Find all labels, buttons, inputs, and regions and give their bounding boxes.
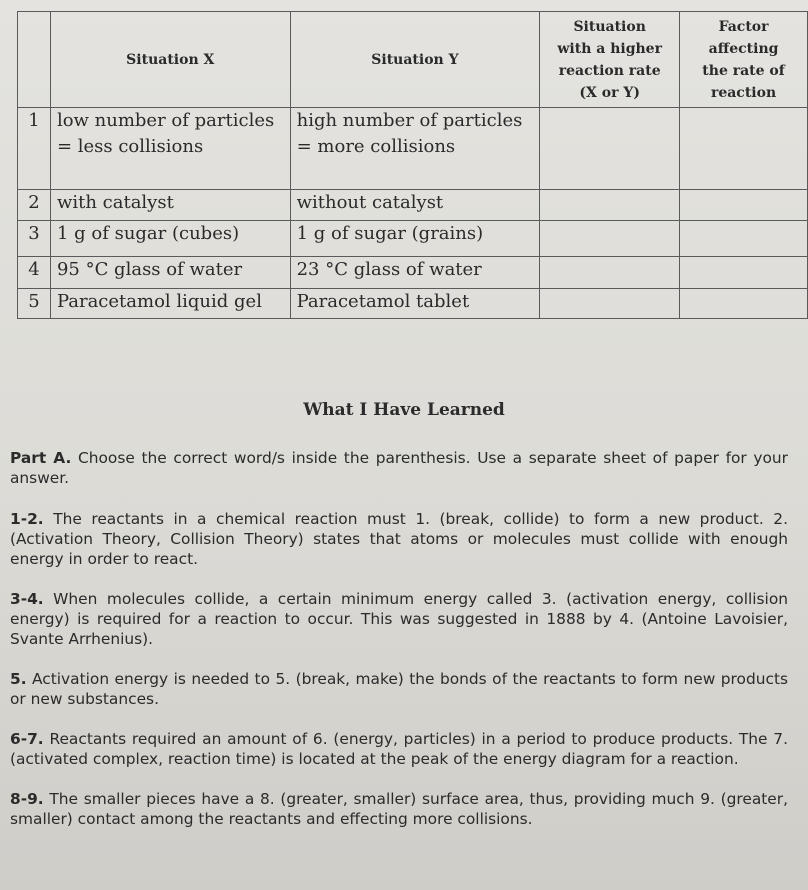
question-item <box>10 589 788 649</box>
situation-y-cell: high number of particles = more collisions <box>290 108 540 190</box>
table-row <box>18 289 808 319</box>
header-factor-line: affecting <box>708 40 779 57</box>
header-factor <box>680 12 808 108</box>
question-text: The reactants in a chemical reaction must 1. (break, collide) to form a new product. 2. (Activation Theory, Collision Theory) states that atoms or molecules must collide with enough energy in order to react. <box>10 510 788 568</box>
header-higher-rate-line: (X or Y) <box>579 84 640 101</box>
answer-cell[interactable] <box>540 257 680 289</box>
situation-x-cell: Paracetamol liquid gel <box>50 289 290 319</box>
factor-cell[interactable] <box>680 289 808 319</box>
situation-y-cell: 23 °C glass of water <box>290 257 540 289</box>
table-row <box>18 108 808 190</box>
answer-cell[interactable] <box>540 289 680 319</box>
header-higher-rate-line: Situation <box>573 18 646 35</box>
situation-y-cell: Paracetamol tablet <box>290 289 540 319</box>
row-number: 3 <box>18 221 51 257</box>
header-factor-line: the rate of <box>702 62 785 79</box>
question-label: 8-9. <box>10 790 44 808</box>
question-label: 3-4. <box>10 590 44 608</box>
situation-x-cell: 1 g of sugar (cubes) <box>50 221 290 257</box>
situation-y-cell: without catalyst <box>290 190 540 221</box>
section-title: What I Have Learned <box>303 400 505 420</box>
question-label: 1-2. <box>10 510 44 528</box>
factor-cell[interactable] <box>680 221 808 257</box>
question-text: Reactants required an amount of 6. (energy, particles) in a period to produce products. The 7. (activated complex, reaction time) is located at the peak of the energy diagram for a reaction. <box>10 730 788 768</box>
row-number: 5 <box>18 289 51 319</box>
factor-cell[interactable] <box>680 108 808 190</box>
question-item <box>10 729 788 769</box>
row-number: 4 <box>18 257 51 289</box>
question-item <box>10 789 788 829</box>
question-label: 6-7. <box>10 730 44 748</box>
row-number: 1 <box>18 108 51 190</box>
header-factor-line: reaction <box>710 84 777 101</box>
header-number <box>18 12 51 108</box>
header-higher-rate <box>540 12 680 108</box>
reaction-rate-table <box>17 11 808 319</box>
header-factor-line: Factor <box>718 18 769 35</box>
situation-x-cell: with catalyst <box>50 190 290 221</box>
part-a-label: Part A. <box>10 449 72 467</box>
table-row <box>18 190 808 221</box>
situation-x-cell: 95 °C glass of water <box>50 257 290 289</box>
answer-cell[interactable] <box>540 221 680 257</box>
factor-cell[interactable] <box>680 257 808 289</box>
header-higher-rate-line: reaction rate <box>558 62 661 79</box>
question-text: The smaller pieces have a 8. (greater, smaller) surface area, thus, providing much 9. (greater, smaller) contact among the reactants and effecting more collisions. <box>10 790 788 828</box>
header-situation-y: Situation Y <box>290 12 540 108</box>
header-situation-x: Situation X <box>50 12 290 108</box>
part-a-text: Choose the correct word/s inside the parenthesis. Use a separate sheet of paper for your answer. <box>10 449 788 487</box>
table-row <box>18 257 808 289</box>
answer-cell[interactable] <box>540 108 680 190</box>
part-a-instructions <box>10 448 788 488</box>
situation-x-cell: low number of particles = less collisions <box>50 108 290 190</box>
table-header-row <box>18 12 808 108</box>
header-higher-rate-line: with a higher <box>557 40 662 57</box>
question-label: 5. <box>10 670 27 688</box>
question-text: Activation energy is needed to 5. (break, make) the bonds of the reactants to form new products or new substances. <box>10 670 788 708</box>
question-item <box>10 669 788 709</box>
factor-cell[interactable] <box>680 190 808 221</box>
answer-cell[interactable] <box>540 190 680 221</box>
situation-y-cell: 1 g of sugar (grains) <box>290 221 540 257</box>
table-row <box>18 221 808 257</box>
question-item <box>10 509 788 569</box>
row-number: 2 <box>18 190 51 221</box>
question-text: When molecules collide, a certain minimum energy called 3. (activation energy, collision energy) is required for a reaction to occur. This was suggested in 1888 by 4. (Antoine Lavoisier, Svante Arrhenius). <box>10 590 788 648</box>
